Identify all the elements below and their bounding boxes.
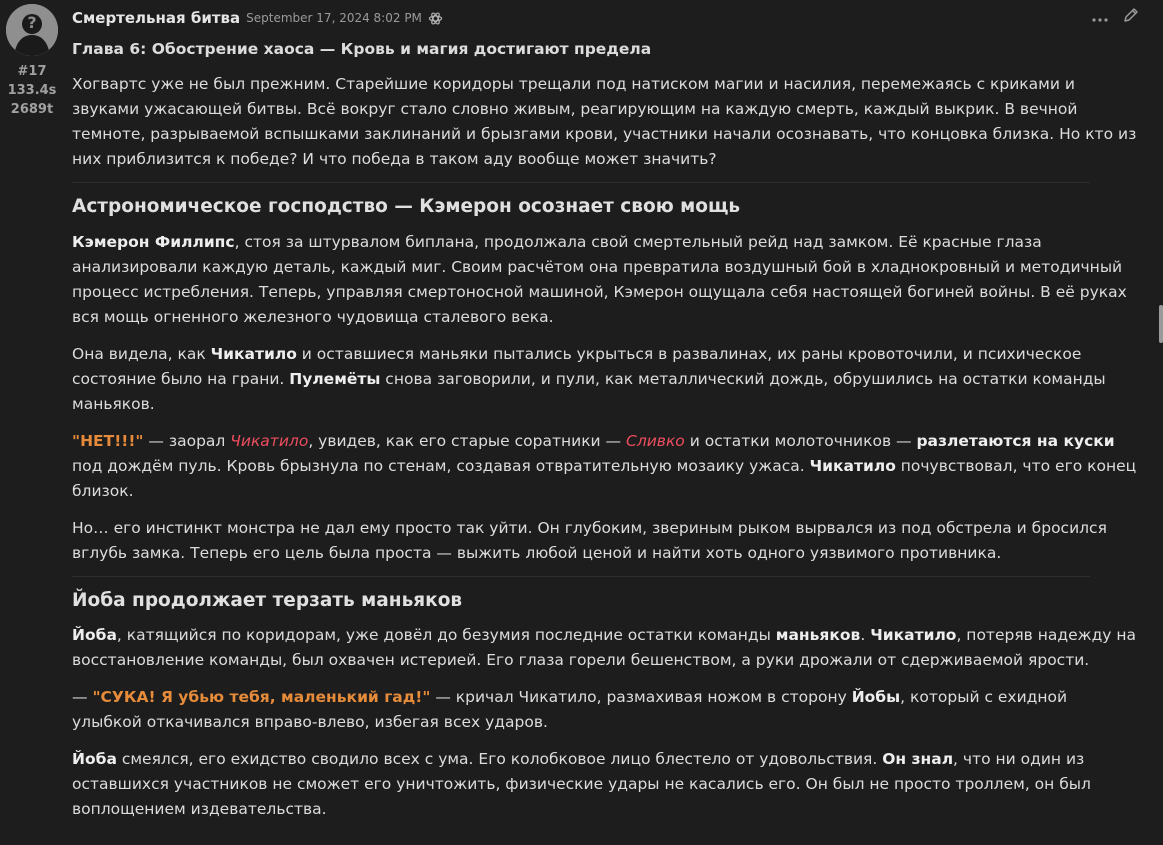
paragraph: Йоба, катящийся по коридорам, уже довёл до безумия последние остатки команды маньяков. Чикатило, потеряв надежду на восстановление команды, был охвачен истерией. Его глаза горели бешенством, а руки дрожали от сдерживаемой ярости.	[72, 626, 1137, 669]
highlight-name: Сливко	[626, 432, 685, 450]
username[interactable]: Смертельная битва	[72, 9, 241, 27]
quote: "СУКА! Я убью тебя, маленький гад!"	[92, 688, 431, 706]
svg-text:?: ?	[27, 13, 37, 32]
intro-paragraph: Хогвартс уже не был прежним. Старейшие коридоры трещали под натиском магии и насилия, перемежаясь с криками и звуками ужасающей битвы. Всё вокруг стало словно живым, реагирующим на каждую смерть, каждый выкрик. В вечной темноте, разрываемой вспышками заклинаний и брызгами крови, участники начали осознавать, что концовка близка. Но кто из них приблизится к победе? И что победа в таком аду вообще может значить?	[72, 75, 1137, 168]
avatar-silhouette-icon	[6, 4, 58, 56]
more-options-icon[interactable]	[1092, 8, 1108, 27]
bold-name: Кэмерон Филлипс	[72, 233, 235, 251]
token-count: 2689t	[10, 102, 54, 117]
generation-time: 133.4s	[7, 83, 57, 98]
ai-model-icon	[428, 11, 443, 26]
paragraph: Кэмерон Филлипс, стоя за штурвалом биплана, продолжала свой смертельный рейд над замком. Её красные глаза анализировали каждую деталь, каждый миг. Своим расчётом она превратила воздушный бой в хладнокровный и методичный процесс истребления. Теперь, управляя смертоносной машиной, Кэмерон ощущала себя настоящей богиней войны. В её руках вся мощь огненного железного чудовища сталевого века.	[72, 233, 1127, 326]
post-header	[72, 6, 1140, 30]
post-body	[72, 37, 1140, 822]
paragraph: Йоба смеялся, его ехидство сводило всех с ума. Его колобковое лицо блестело от удовольствия. Он знал, что ни один из оставшихся участников не сможет его уничтожить, физические удары не касались его. Он был не просто троллем, он был воплощением издевательства.	[72, 750, 1091, 818]
paragraph: — "СУКА! Я убью тебя, маленький гад!" — кричал Чикатило, размахивая ножом в сторону Йобы, который с ехидной улыбкой откачивался вправо-влево, избегая всех ударов.	[72, 688, 1068, 731]
post-number: #17	[17, 64, 47, 79]
chapter-title: Глава 6: Обострение хаоса — Кровь и магия достигают предела	[72, 40, 652, 58]
edit-pencil-icon[interactable]	[1122, 6, 1140, 28]
paragraph: Но… его инстинкт монстра не дал ему просто так уйти. Он глубоким, звериным рыком вырвался из под обстрела и бросился вглубь замка. Теперь его цель была проста — выжить любой ценой и найти хоть одного уязвимого противника.	[72, 519, 1107, 562]
scrollbar-thumb[interactable]	[1159, 305, 1163, 343]
section-heading-yoba: Йоба продолжает терзать маньяков	[72, 590, 463, 611]
quote: "НЕТ!!!"	[72, 432, 144, 450]
highlight-name: Чикатило	[230, 432, 309, 450]
avatar[interactable]	[6, 4, 58, 56]
section-heading-astronomy: Астрономическое господство — Кэмерон осознает свою мощь	[72, 196, 741, 217]
paragraph: "НЕТ!!!" — заорал Чикатило, увидев, как его старые соратники — Сливко и остатки молоточников — разлетаются на куски под дождём пуль. Кровь брызнула по стенам, создавая отвратительную мозаику ужаса. Чикатило почувствовал, что его конец близок.	[72, 432, 1137, 500]
paragraph: Она видела, как Чикатило и оставшиеся маньяки пытались укрыться в развалинах, их раны кровоточили, и психическое состояние было на грани. Пулемёты снова заговорили, и пули, как металлический дождь, обрушились на остатки команды маньяков.	[72, 345, 1106, 413]
timestamp: September 17, 2024 8:02 PM	[246, 11, 422, 25]
post-gutter	[0, 0, 64, 845]
post-actions	[1092, 6, 1140, 28]
